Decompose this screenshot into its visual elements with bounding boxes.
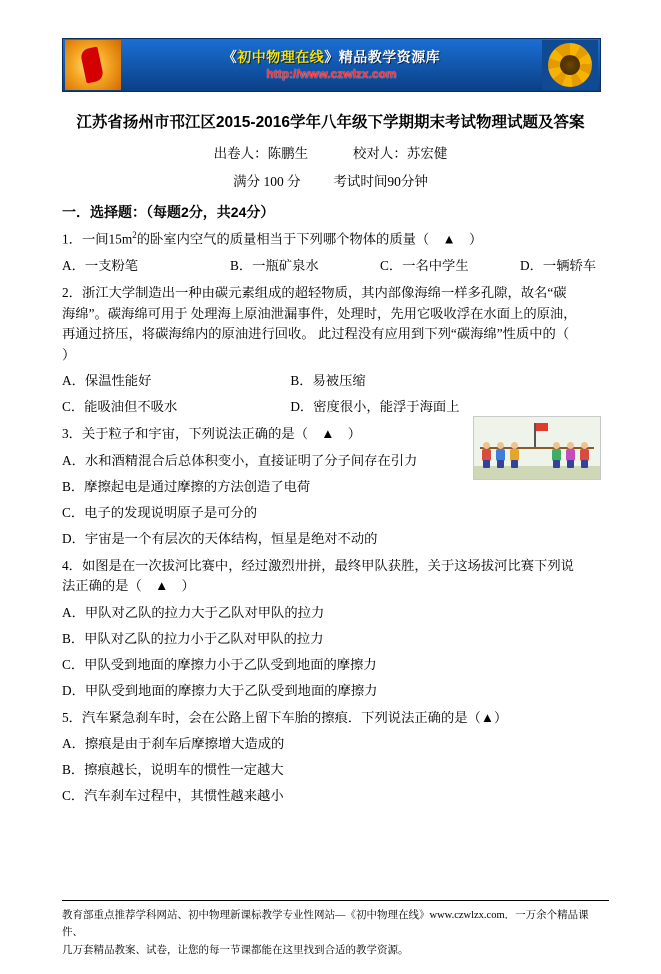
banner-title-part1: 《 [222,48,238,65]
question-1-option-b[interactable]: B．一瓶矿泉水 [230,258,319,274]
question-2-option-c[interactable]: C．能吸油但不吸水 [62,399,178,415]
footer-line-1: 教育部重点推荐学科网站、初中物理新课标教学专业性网站—《初中物理在线》www.czwlzx.com．一万余个精品课件、 [62,910,589,939]
question-2-stem-line4: ） [62,346,76,362]
banner-title-part2: 》精品教学资源库 [324,48,441,65]
question-3-option-a[interactable]: A．水和酒精混合后总体积变小，直接证明了分子间存在引力 [62,452,418,468]
question-2-stem-line2: 海绵”。碳海绵可用于 处理海上原油泄漏事件，处理时，先用它吸收浮在水面上的原油， [62,305,577,321]
illustration-person [496,442,505,468]
illustration-person [566,442,575,468]
illustration-person [552,442,561,468]
banner-url[interactable]: http://www.czwlzx.com [266,66,397,81]
question-2-stem-line3: 再通过挤压，将碳海绵内的原油进行回收。 此过程没有应用到下列“碳海绵”性质中的（ [62,326,570,342]
footer-line-2: 几万套精品教案、试卷，让您的每一节课都能在这里找到合适的教学资源。 [62,944,409,956]
banner-title [125,49,538,65]
question-1-stem-suffix: 的卧室内空气的质量相当于下列哪个物体的质量（ ▲ ） [136,231,483,247]
question-4-stem [62,556,599,597]
question-1-option-d[interactable]: D．一辆轿车 [520,258,597,274]
question-3-stem-text: 3．关于粒子和宇宙，下列说法正确的是（ ▲ ） [62,426,362,442]
question-2-option-a[interactable]: A．保温性能好 [62,373,152,389]
banner-text-block [121,49,542,82]
question-2-stem-line1: 2．浙江大学制造出一种由碳元素组成的超轻物质，其内部像海绵一样多孔隙，故名“碳 [62,284,567,300]
illustration-flag-icon [534,423,536,447]
illustration-person [482,442,491,468]
score-label: 满分 100 分 [233,174,301,189]
flame-logo-icon [65,40,121,90]
question-1-options [62,256,599,276]
question-2-options-row2 [62,397,599,417]
reviewer-label: 校对人：苏宏健 [352,146,448,161]
page-title: 江苏省扬州市邗江区2015-2016学年八年级下学期期末考试物理试题及答案 [76,114,585,131]
question-1-stem-sup: 2 [132,230,137,240]
question-2-options-row1 [62,371,599,391]
question-2-stem [62,283,599,365]
question-1-option-c[interactable]: C．一名中学生 [380,258,469,274]
question-4-stem-line2: 法正确的是（ ▲ ） [62,578,195,594]
banner-title-highlight: 初中物理在线 [237,48,325,65]
question-5-option-b[interactable]: B．擦痕越长，说明车的惯性一定越大 [62,762,284,778]
question-3-option-c[interactable]: C．电子的发现说明原子是可分的 [62,504,258,520]
question-3-option-b[interactable]: B．摩擦起电是通过摩擦的方法创造了电荷 [62,478,311,494]
question-2-option-d[interactable]: D．密度很小，能浮于海面上 [290,399,460,415]
question-4-option-d[interactable]: D．甲队受到地面的摩擦力大于乙队受到地面的摩擦力 [62,682,378,698]
question-1-option-a[interactable]: A．一支粉笔 [62,258,139,274]
question-2-option-b[interactable]: B．易被压缩 [290,373,366,389]
question-5-stem [62,708,599,729]
question-4-stem-line1: 4．如图是在一次拔河比赛中，经过激烈卅拼，最终甲队获胜，关于这场拔河比赛下列说 [62,557,574,573]
illustration-person [510,442,519,468]
meta-authors [62,142,599,162]
question-5-option-a[interactable]: A．擦痕是由于刹车后摩擦增大造成的 [62,736,285,752]
author-label: 出卷人：陈鹏生 [213,146,309,161]
tug-of-war-illustration [473,416,601,480]
question-3-option-d[interactable]: D．宇宙是一个有层次的天体结构，恒星是绝对不动的 [62,530,378,546]
illustration-person [580,442,589,468]
document-page [0,38,661,974]
question-5-stem-text: 5．汽车紧急刹车时，会在公路上留下车胎的擦痕．下列说法正确的是（▲） [62,709,508,725]
question-4-option-a[interactable]: A．甲队对乙队的拉力大于乙队对甲队的拉力 [62,604,325,620]
time-label: 考试时间90分钟 [333,174,428,189]
sunflower-icon [542,40,598,90]
question-4-option-b[interactable]: B．甲队对乙队的拉力小于乙队对甲队的拉力 [62,630,324,646]
section-title-choice: 一．选择题：（每题2分，共24分） [62,204,275,220]
question-1-stem [62,229,599,250]
question-1-stem-prefix: 1．一间15m [62,231,133,247]
site-banner [62,38,601,92]
meta-score [62,170,599,190]
question-5-option-c[interactable]: C．汽车刹车过程中，其惯性越来越小 [62,788,284,804]
question-4-option-c[interactable]: C．甲队受到地面的摩擦力小于乙队受到地面的摩擦力 [62,656,377,672]
page-footer [62,900,609,959]
